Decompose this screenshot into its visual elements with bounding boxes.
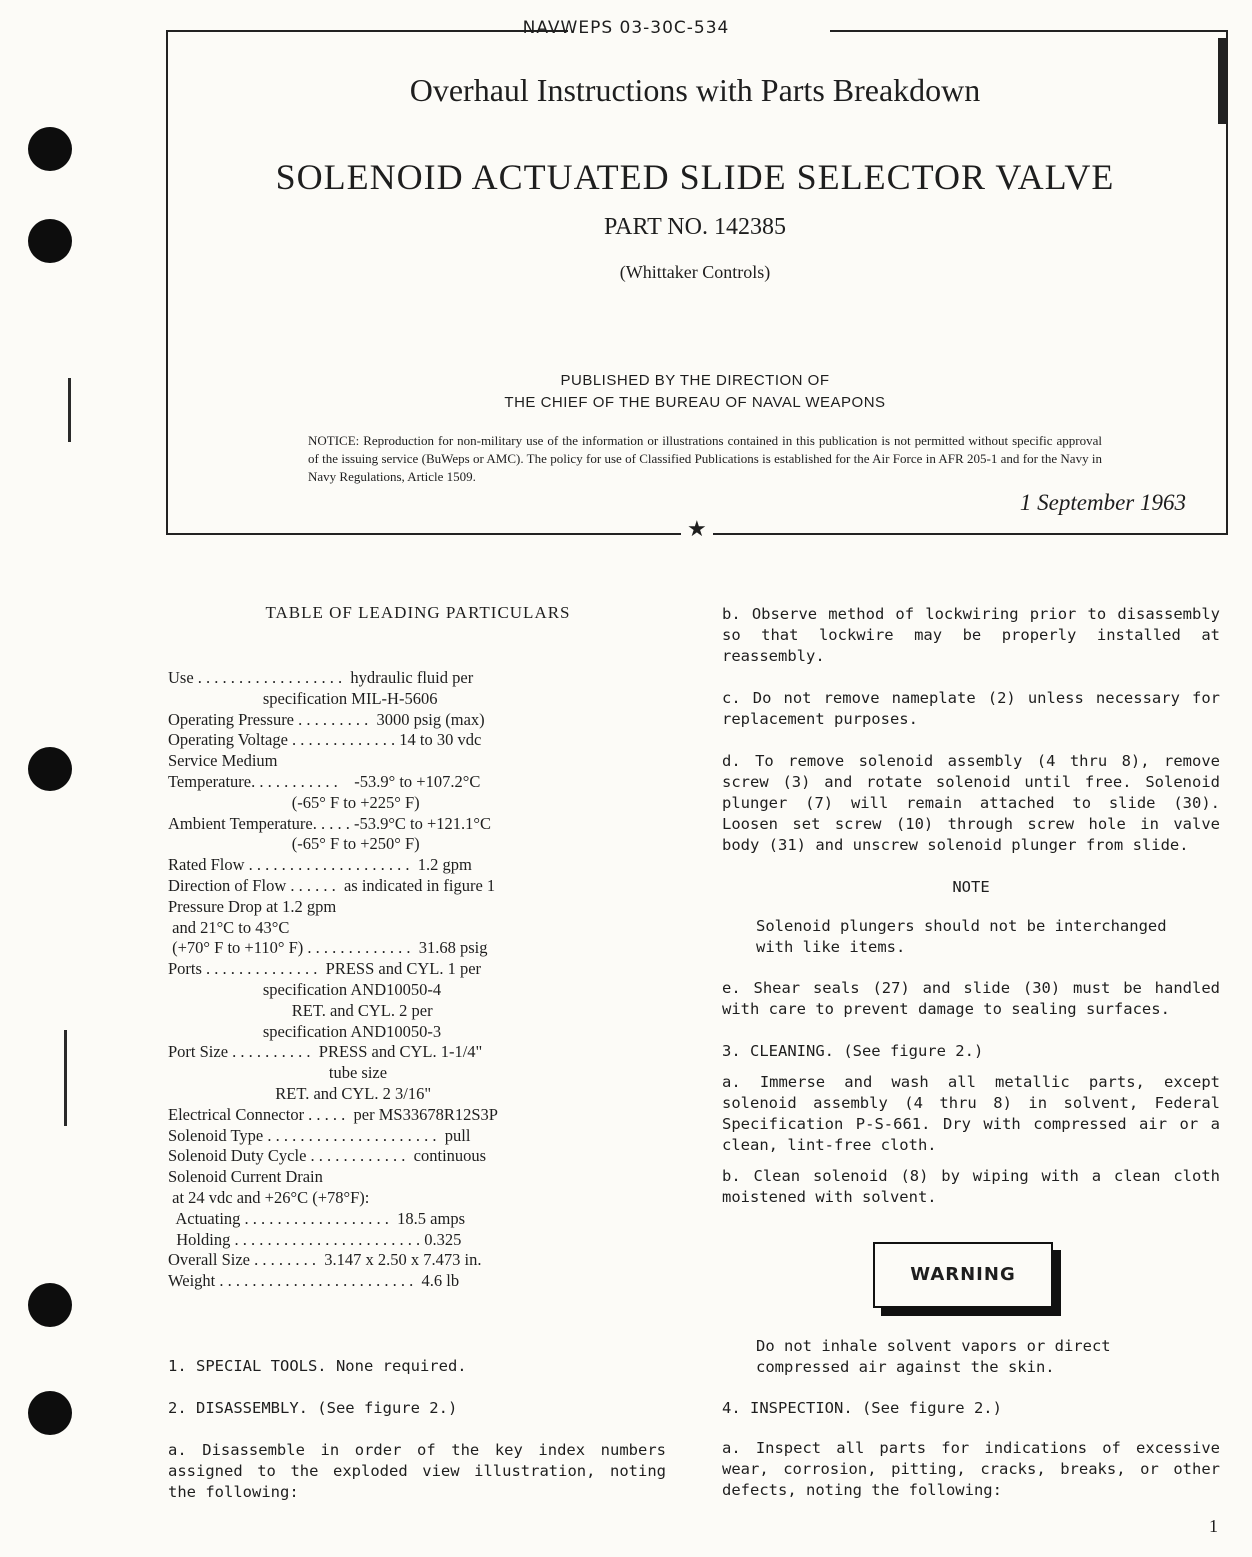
particulars-row: Overall Size . . . . . . . . 3.147 x 2.50 x 7.473 in. [168,1250,482,1270]
particulars-row: specification MIL-H-5606 [168,688,438,708]
note-title: NOTE [952,878,990,896]
cleaning-step-b: b. Clean solenoid (8) by wiping with a clean cloth moistened with solvent. [722,1167,1220,1206]
particulars-row: specification AND10050-4 [168,979,442,999]
published-line-2: THE CHIEF OF THE BUREAU OF NAVAL WEAPONS [504,394,886,411]
particulars-row: at 24 vdc and +26°C (+78°F): [168,1187,370,1207]
particulars-row: Ports . . . . . . . . . . . . . . PRESS and CYL. 1 per [168,959,482,979]
particulars-row: Temperature. . . . . . . . . . . -53.9° to +107.2°C [168,771,481,791]
note-text: Solenoid plungers should not be interchanged with like items. [756,917,1167,956]
disassembly-step-b: b. Observe method of lockwiring prior to disassembly so that lockwire may be properly installed at reassembly. [722,605,1220,665]
particulars-row: Solenoid Current Drain [168,1167,323,1187]
warning-label: WARNING [910,1264,1016,1285]
warning-box [873,1242,1053,1308]
section-inspection: 4. INSPECTION. (See figure 2.) [722,1399,1002,1417]
binder-hole [28,127,72,171]
notice-text: NOTICE: Reproduction for non-military use of the information or illustrations contained in this publication is not permitted without specific approval of the issuing service (BuWeps or AMC). The policy for use of Classified Publications is established for the Air Force in AFR 205-1 and for the Navy in Navy Regulations, Article 1509. [308,433,1102,484]
particulars-row: RET. and CYL. 2 per [168,1000,433,1020]
inspection-step-a: a. Inspect all parts for indications of excessive wear, corrosion, pitting, cracks, breaks, or other defects, noting the following: [722,1439,1220,1499]
particulars-row: Holding . . . . . . . . . . . . . . . . . . . . . . . 0.325 [168,1229,462,1249]
particulars-row: Rated Flow . . . . . . . . . . . . . . . . . . . . 1.2 gpm [168,855,472,875]
particulars-row: Operating Voltage . . . . . . . . . . . . . 14 to 30 vdc [168,730,482,750]
warning-text: Do not inhale solvent vapors or direct compressed air against the skin. [756,1337,1111,1376]
particulars-row: Weight . . . . . . . . . . . . . . . . . . . . . . . . 4.6 lb [168,1271,460,1291]
publication-date: 1 September 1963 [1019,490,1186,515]
particulars-title: TABLE OF LEADING PARTICULARS [265,603,571,622]
particulars-row: specification AND10050-3 [168,1021,442,1041]
document-id: NAVWEPS 03-30C-534 [522,18,730,38]
particulars-row: Operating Pressure . . . . . . . . . 3000 psig (max) [168,709,485,729]
published-line-1: PUBLISHED BY THE DIRECTION OF [560,372,830,389]
section-special-tools: 1. SPECIAL TOOLS. None required. [168,1357,467,1375]
binder-hole [28,1391,72,1435]
section-cleaning: 3. CLEANING. (See figure 2.) [722,1042,984,1060]
margin-mark [68,378,71,442]
particulars-row: Service Medium [168,751,278,771]
particulars-row: Electrical Connector . . . . . per MS33678R12S3P [168,1104,498,1124]
particulars-row: (-65° F to +250° F) [168,834,420,854]
particulars-table [168,668,654,1292]
cleaning-step-a: a. Immerse and wash all metallic parts, except solenoid assembly (4 thru 8) in solvent, Federal Specification P-S-661. Dry with compressed air or a clean, lint-free cloth. [722,1073,1220,1154]
disassembly-step-e: e. Shear seals (27) and slide (30) must be handled with care to prevent damage to sealing surfaces. [722,979,1220,1018]
particulars-row: Use . . . . . . . . . . . . . . . . . . hydraulic fluid per [168,668,474,687]
page-number: 1 [1209,1516,1218,1536]
particulars-row: Pressure Drop at 1.2 gpm [168,896,337,916]
binder-hole [28,219,72,263]
subject-title: SOLENOID ACTUATED SLIDE SELECTOR VALVE [275,157,1115,197]
particulars-row: Direction of Flow . . . . . . as indicated in figure 1 [168,875,496,895]
particulars-row: Ambient Temperature. . . . . -53.9°C to +121.1°C [168,813,492,833]
manufacturer: (Whittaker Controls) [619,262,771,282]
binder-hole [28,747,72,791]
particulars-row: (+70° F to +110° F) . . . . . . . . . . . . . 31.68 psig [168,938,488,958]
binder-hole [28,1283,72,1327]
star-ornament: ★ [681,518,713,540]
disassembly-step-d: d. To remove solenoid assembly (4 thru 8), remove screw (3) and rotate solenoid until free. Solenoid plunger (7) will remain attached to slide (30). Loosen set screw (10) through screw hole in valve body (31) and unscrew solenoid plunger from slide. [722,752,1220,854]
disassembly-step-c: c. Do not remove nameplate (2) unless necessary for replacement purposes. [722,689,1220,728]
particulars-row: tube size [168,1063,388,1083]
document-title: Overhaul Instructions with Parts Breakdown [409,72,981,108]
disassembly-step-a: a. Disassemble in order of the key index numbers assigned to the exploded view illustration, noting the following: [168,1441,666,1501]
particulars-row: Actuating . . . . . . . . . . . . . . . . . . 18.5 amps [168,1208,465,1228]
particulars-row: Solenoid Duty Cycle . . . . . . . . . . . . continuous [168,1146,487,1166]
particulars-row: and 21°C to 43°C [168,917,290,937]
section-disassembly: 2. DISASSEMBLY. (See figure 2.) [168,1399,458,1417]
margin-mark [64,1030,67,1126]
particulars-row: Solenoid Type . . . . . . . . . . . . . . . . . . . . . pull [168,1125,471,1145]
part-number: PART NO. 142385 [604,214,786,240]
particulars-row: (-65° F to +225° F) [168,792,420,812]
particulars-row: RET. and CYL. 2 3/16" [168,1083,432,1103]
particulars-row: Port Size . . . . . . . . . . PRESS and CYL. 1-1/4" [168,1042,483,1062]
